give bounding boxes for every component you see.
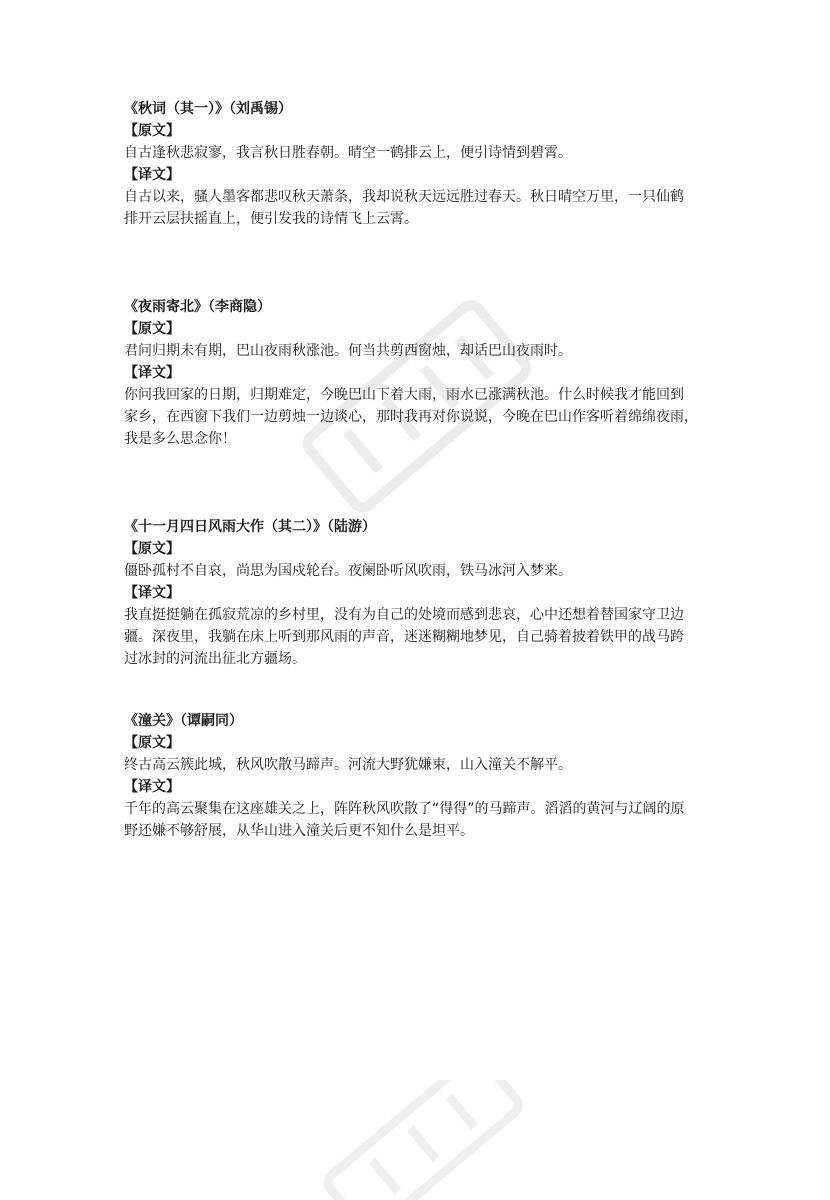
translation-line: 我直挺挺躺在孤寂荒凉的乡村里，没有为自己的处境而感到悲哀，心中还想着替国家守卫边 bbox=[124, 607, 684, 623]
translation-line: 我是多么思念你！ bbox=[124, 431, 236, 447]
poem-yeyujibei bbox=[124, 296, 698, 450]
original-line: 僵卧孤村不自哀，尚思为国戍轮台。夜阑卧听风吹雨，铁马冰河入梦来。 bbox=[124, 563, 572, 579]
translation-line: 千年的高云聚集在这座雄关之上，阵阵秋风吹散了“得得”的马蹄声。滔滔的黄河与辽阔的原 bbox=[124, 801, 685, 817]
original-line: 自古逢秋悲寂寥，我言秋日胜春朝。晴空一鹤排云上，便引诗情到碧霄。 bbox=[124, 145, 572, 161]
poem-title: 《潼关》（谭嗣同） bbox=[124, 713, 243, 729]
original-label: 【原文】 bbox=[124, 321, 180, 337]
translation-line: 家乡，在西窗下我们一边剪烛一边谈心，那时我再对你说说，今晚在巴山作客听着绵绵夜雨， bbox=[124, 409, 698, 425]
translation-line: 野还嫌不够舒展，从华山进入潼关后更不知什么是坦平。 bbox=[124, 823, 474, 839]
original-label: 【原文】 bbox=[124, 735, 180, 751]
translation-line: 疆。深夜里，我躺在床上听到那风雨的声音，迷迷糊糊地梦见，自己骑着披着铁甲的战马跨 bbox=[124, 629, 684, 645]
original-line: 终古高云簇此城，秋风吹散马蹄声。河流大野犹嫌束，山入潼关不解平。 bbox=[124, 757, 572, 773]
poem-qiuci bbox=[124, 98, 684, 230]
translation-line: 排开云层扶摇直上，便引发我的诗情飞上云霄。 bbox=[124, 211, 418, 227]
poem-title: 《十一月四日风雨大作（其二）》（陆游） bbox=[124, 519, 376, 535]
original-label: 【原文】 bbox=[124, 123, 180, 139]
translation-label: 【译文】 bbox=[124, 167, 180, 183]
translation-line: 自古以来，骚人墨客都悲叹秋天萧条，我却说秋天远远胜过春天。秋日晴空万里，一只仙鹤 bbox=[124, 189, 684, 205]
poem-tongguan bbox=[124, 710, 685, 842]
poem-title: 《秋词（其一）》（刘禹锡） bbox=[124, 101, 292, 117]
original-label: 【原文】 bbox=[124, 541, 180, 557]
translation-line: 你问我回家的日期，归期难定，今晚巴山下着大雨，雨水已涨满秋池。什么时候我才能回到 bbox=[124, 387, 684, 403]
original-line: 君问归期未有期，巴山夜雨秋涨池。何当共剪西窗烛，却话巴山夜雨时。 bbox=[124, 343, 572, 359]
poem-fengyudazuo bbox=[124, 516, 684, 670]
poem-title: 《夜雨寄北》（李商隐） bbox=[124, 299, 271, 315]
translation-label: 【译文】 bbox=[124, 779, 180, 795]
translation-label: 【译文】 bbox=[124, 365, 180, 381]
watermark-logo-bottom bbox=[300, 1080, 540, 1200]
translation-label: 【译文】 bbox=[124, 585, 180, 601]
translation-line: 过冰封的河流出征北方疆场。 bbox=[124, 651, 306, 667]
